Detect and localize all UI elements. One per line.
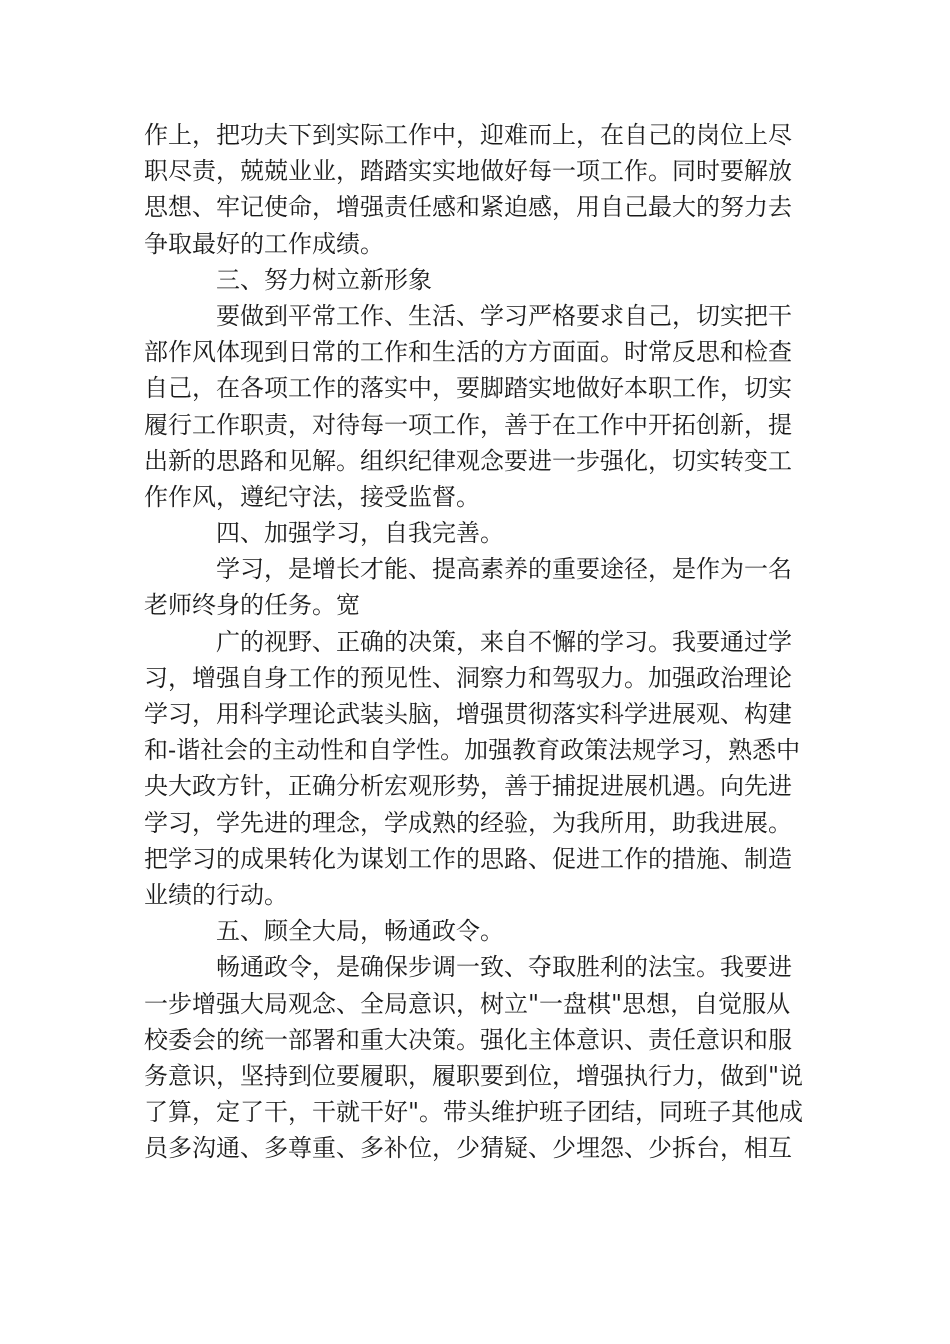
text-line: 老师终身的任务。宽	[144, 591, 360, 620]
text-line: 自己，在各项工作的落实中，要脚踏实地做好本职工作，切实	[144, 374, 792, 403]
text-line: 了算，定了干，干就干好"。带头维护班子团结，同班子其他成	[144, 1098, 804, 1127]
text-line: 职尽责，兢兢业业，踏踏实实地做好每一项工作。同时要解放	[144, 157, 792, 186]
text-line: 央大政方针，正确分析宏观形势，善于捕捉进展机遇。向先进	[144, 772, 792, 801]
text-line: 员多沟通、多尊重、多补位，少猜疑、少埋怨、少拆台，相互	[144, 1134, 792, 1163]
text-line: 习，增强自身工作的预见性、洞察力和驾驭力。加强政治理论	[144, 663, 792, 692]
paragraph-start-line: 要做到平常工作、生活、学习严格要求自己，切实把干	[216, 301, 792, 330]
text-line: 履行工作职责，对待每一项工作，善于在工作中开拓创新，提	[144, 410, 792, 439]
paragraph-start-line: 四、加强学习，自我完善。	[216, 519, 504, 548]
text-line: 出新的思路和见解。组织纪律观念要进一步强化，切实转变工	[144, 446, 792, 475]
paragraph-start-line: 广的视野、正确的决策，来自不懈的学习。我要通过学	[216, 627, 792, 656]
paragraph-start-line: 学习，是增长才能、提高素养的重要途径，是作为一名	[216, 555, 792, 584]
text-line: 学习，学先进的理念，学成熟的经验，为我所用，助我进展。	[144, 808, 792, 837]
text-line: 争取最好的工作成绩。	[144, 229, 384, 258]
text-line: 业绩的行动。	[144, 880, 288, 909]
paragraph-start-line: 三、努力树立新形象	[216, 265, 432, 294]
text-line: 校委会的统一部署和重大决策。强化主体意识、责任意识和服	[144, 1025, 792, 1054]
text-line: 把学习的成果转化为谋划工作的思路、促进工作的措施、制造	[144, 844, 792, 873]
paragraph-start-line: 畅通政令，是确保步调一致、夺取胜利的法宝。我要进	[216, 953, 792, 982]
body-text	[144, 117, 804, 1166]
text-line: 和-谐社会的主动性和自学性。加强教育政策法规学习，熟悉中	[144, 736, 801, 765]
text-line: 一步增强大局观念、全局意识，树立"一盘棋"思想，自觉服从	[144, 989, 791, 1018]
text-line: 作上，把功夫下到实际工作中，迎难而上，在自己的岗位上尽	[144, 121, 792, 149]
text-line: 作作风，遵纪守法，接受监督。	[144, 482, 480, 511]
text-line: 思想、牢记使命，增强责任感和紧迫感，用自己最大的努力去	[144, 193, 792, 222]
text-line: 学习，用科学理论武装头脑，增强贯彻落实科学进展观、构建	[144, 700, 792, 728]
paragraph-start-line: 五、顾全大局，畅通政令。	[216, 917, 504, 946]
text-line: 部作风体现到日常的工作和生活的方方面面。时常反思和检查	[144, 338, 792, 367]
text-line: 务意识，坚持到位要履职，履职要到位，增强执行力，做到"说	[144, 1061, 804, 1090]
